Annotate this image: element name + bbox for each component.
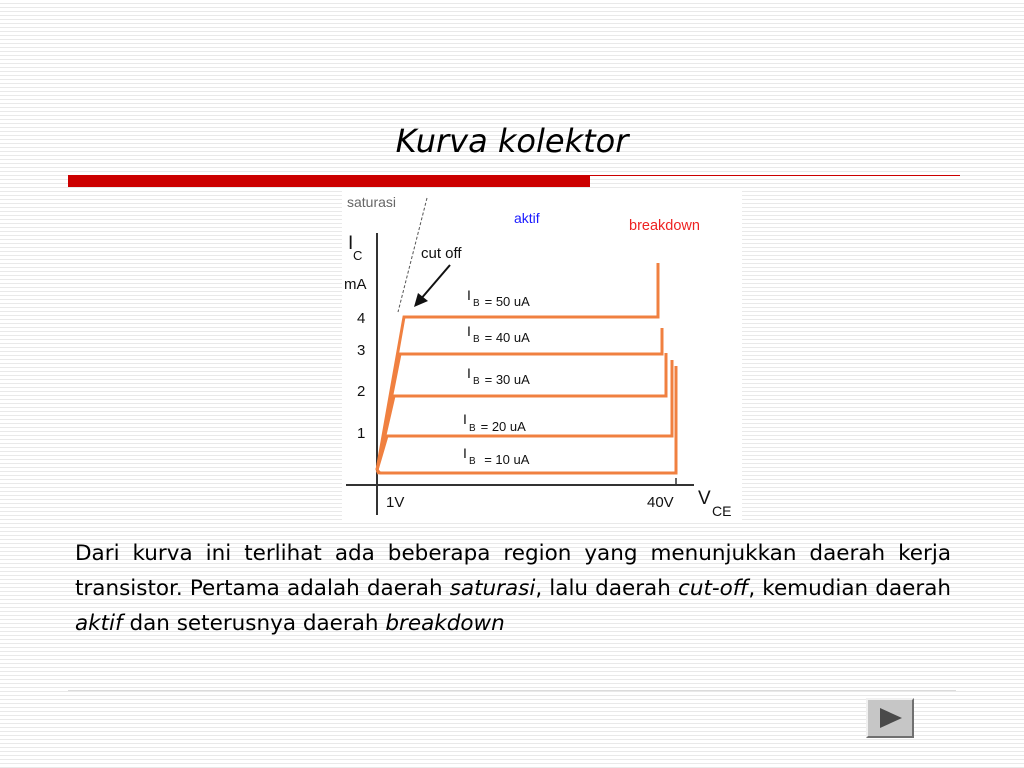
term-cut-off: cut-off (678, 576, 749, 601)
curve-label-symbol: I (463, 445, 467, 461)
curve-label-subscript: B (469, 423, 476, 434)
curve-label-symbol: I (467, 287, 471, 303)
curve-label-symbol: I (467, 323, 471, 339)
collector-curve-svg (342, 188, 742, 522)
y-tick-1: 1 (357, 425, 366, 442)
curve-label-subscript: B (469, 456, 476, 467)
term-aktif: aktif (75, 611, 123, 636)
play-triangle-icon (876, 706, 904, 730)
curve-ib-10-tail (377, 470, 379, 474)
curve-label-value: = 50 uA (481, 294, 530, 309)
curve-label-ib-20 (463, 411, 526, 434)
body-paragraph (75, 536, 951, 641)
x-tick-1v: 1V (386, 494, 405, 511)
x-tick-40v: 40V (647, 494, 674, 511)
slide-title: Kurva kolektor (395, 122, 629, 160)
title-underline-bar (68, 175, 590, 187)
x-axis-symbol: V (698, 488, 711, 509)
curve-label-subscript: B (473, 298, 480, 309)
label-breakdown: breakdown (629, 218, 700, 234)
curve-label-subscript: B (473, 334, 480, 345)
x-axis-subscript: CE (712, 503, 732, 519)
curve-label-subscript: B (473, 376, 480, 387)
curve-label-symbol: I (467, 365, 471, 381)
y-tick-4: 4 (357, 310, 366, 327)
curve-label-value: = 20 uA (477, 419, 526, 434)
term-saturasi: saturasi (449, 576, 536, 601)
curve-label-ib-50 (467, 287, 530, 309)
curve-ib-40 (377, 328, 662, 470)
curve-label-ib-10 (463, 445, 530, 467)
cut-off-arrow-shaft (420, 265, 450, 300)
y-tick-2: 2 (357, 383, 366, 400)
y-tick-3: 3 (357, 342, 366, 359)
curve-label-value: = 30 uA (481, 372, 530, 387)
footer-divider (68, 690, 956, 691)
collector-curve-figure (342, 188, 742, 522)
body-text-part: , lalu daerah (535, 576, 678, 601)
body-text-part: dan seterusnya daerah (122, 611, 386, 636)
curve-label-ib-40 (467, 323, 530, 345)
label-aktif: aktif (514, 210, 540, 226)
body-text-part: , kemudian daerah (748, 576, 951, 601)
label-saturasi: saturasi (347, 194, 397, 210)
term-breakdown: breakdown (385, 611, 505, 636)
next-slide-button[interactable] (866, 698, 914, 738)
body-text-part: Dari kurva ini terlihat ada beberapa region yang menunjukkan daerah kerja transistor. Pertama adalah daerah (75, 541, 951, 601)
y-axis-unit: mA (344, 276, 367, 293)
y-axis-symbol: I (348, 233, 354, 254)
curve-label-symbol: I (463, 411, 467, 427)
curve-label-ib-30 (467, 365, 530, 387)
title-underline-rule (590, 175, 960, 176)
curve-label-value: = 40 uA (481, 330, 530, 345)
y-axis-subscript: C (353, 248, 363, 263)
curve-label-value: = 10 uA (477, 452, 530, 467)
cut-off-arrow-head (414, 293, 428, 307)
label-cut-off: cut off (421, 245, 462, 262)
